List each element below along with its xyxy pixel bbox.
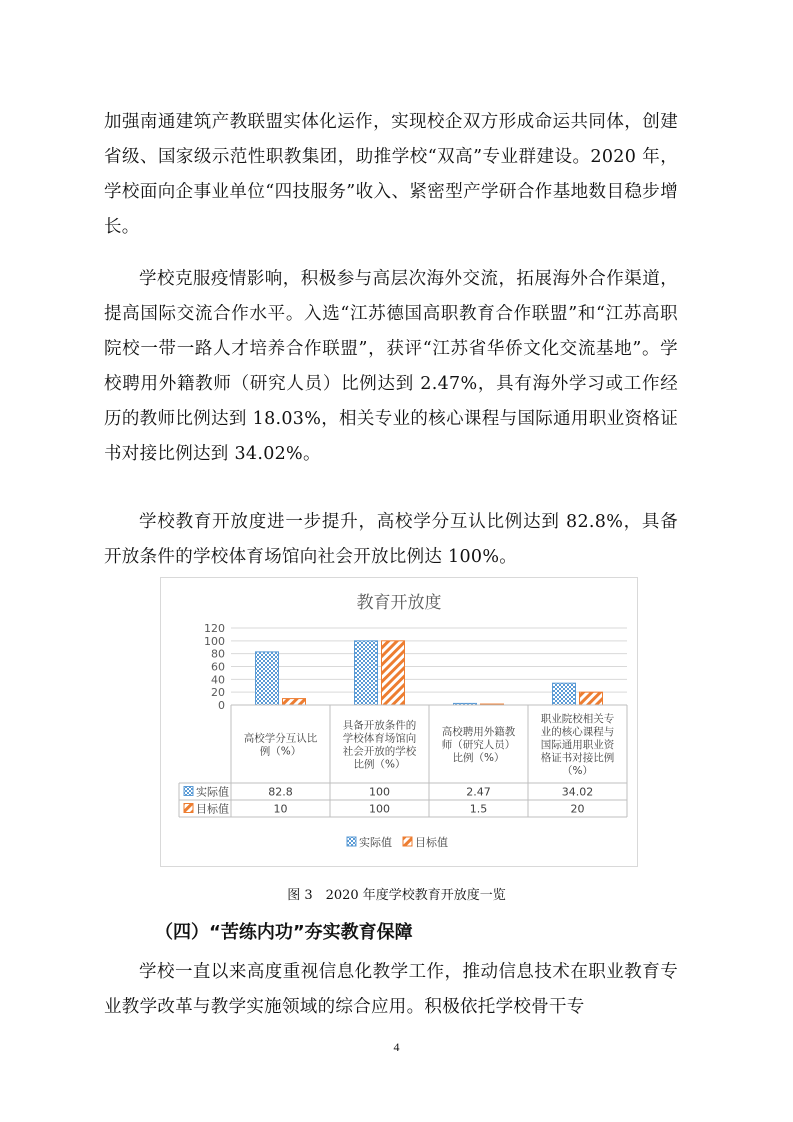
data-label: 34.02 [561, 785, 594, 799]
category-label: 比例（%） [353, 758, 406, 771]
legend-label: 目标值 [415, 836, 448, 849]
paragraph-4: 学校一直以来高度重视信息化教学工作，推动信息技术在职业教育专业教学改革与教学实施领域的综合应用。积极依托学校骨干专 [104, 962, 678, 1017]
category-label: 具备开放条件的 [342, 719, 417, 732]
y-tick-label: 40 [211, 673, 225, 687]
y-tick-label: 0 [218, 699, 225, 712]
data-label: 82.8 [268, 785, 293, 799]
figure-caption: 图 3 2020 年度学校教育开放度一览 [287, 888, 506, 903]
category-label: 例（%） [259, 745, 302, 758]
category-label: 职业院校相关专 [540, 713, 615, 725]
bar-target [283, 699, 306, 705]
category-label: 比例（%） [452, 752, 505, 764]
legend-key [347, 837, 356, 846]
category-label: （%） [562, 765, 593, 777]
data-label: 20 [570, 802, 585, 816]
chart-figure [160, 577, 638, 867]
y-tick-label: 20 [211, 686, 225, 700]
category-label: 学校体育场馆向 [342, 732, 417, 745]
table-series-name: 实际值 [196, 785, 229, 799]
data-label: 10 [273, 802, 288, 816]
paragraph-2: 学校克服疫情影响，积极参与高层次海外交流，拓展海外合作渠道，提高国际交流合作水平。入选“江苏德国高职教育合作联盟”和“江苏高职院校一带一路人才培养合作联盟”，获评“江苏省华侨文化交流基地”。学校聘用外籍教师（研究人员）比例达到 2.47%，具有海外学习或工作经历的教师比例达到 18.03%，相关专业的核心课程与国际通用职业资格证书对接比例达到 34.02%。 [104, 269, 678, 464]
paragraph-1: 加强南通建筑产教联盟实体化运作，实现校企双方形成命运共同体，创建省级、国家级示范性职教集团，助推学校“双高”专业群建设。2020 年，学校面向企事业单位“四技服务”收入、紧密型产学研合作基地数目稳步增长。 [104, 112, 678, 237]
bar-actual [256, 652, 279, 705]
category-label: 高校聘用外籍教 [441, 726, 516, 738]
category-label: 业的核心课程与 [540, 726, 615, 738]
category-label: 师（研究人员） [441, 739, 516, 751]
table-legend-key [184, 787, 193, 796]
legend-label: 实际值 [359, 836, 392, 849]
category-label: 格证书对接比例 [540, 752, 615, 764]
bar-target [382, 641, 405, 705]
bar-actual [553, 683, 576, 705]
category-label: 社会开放的学校 [342, 745, 417, 758]
bar-target [580, 692, 603, 705]
data-label: 2.47 [466, 785, 491, 799]
legend-key [403, 837, 412, 846]
table-series-name: 目标值 [196, 802, 229, 816]
category-label: 高校学分互认比 [243, 732, 318, 745]
y-tick-label: 100 [204, 634, 225, 648]
data-label: 100 [369, 802, 390, 816]
paragraph-3: 学校教育开放度进一步提升，高校学分互认比例达到 82.8%，具备开放条件的学校体育场馆向社会开放比例达 100%。 [104, 512, 678, 567]
table-legend-key [184, 804, 193, 813]
y-tick-label: 80 [211, 647, 225, 661]
data-label: 1.5 [469, 802, 488, 816]
bar-actual [355, 641, 378, 705]
category-label: 国际通用职业资 [540, 739, 615, 751]
y-tick-label: 60 [211, 660, 225, 674]
page-number: 4 [393, 1040, 400, 1054]
open-degree-chart [161, 578, 637, 866]
chart-title: 教育开放度 [356, 593, 442, 613]
section-heading: （四）“苦练内功”夯实教育保障 [155, 922, 413, 943]
data-label: 100 [369, 785, 390, 799]
y-tick-label: 120 [204, 622, 225, 635]
